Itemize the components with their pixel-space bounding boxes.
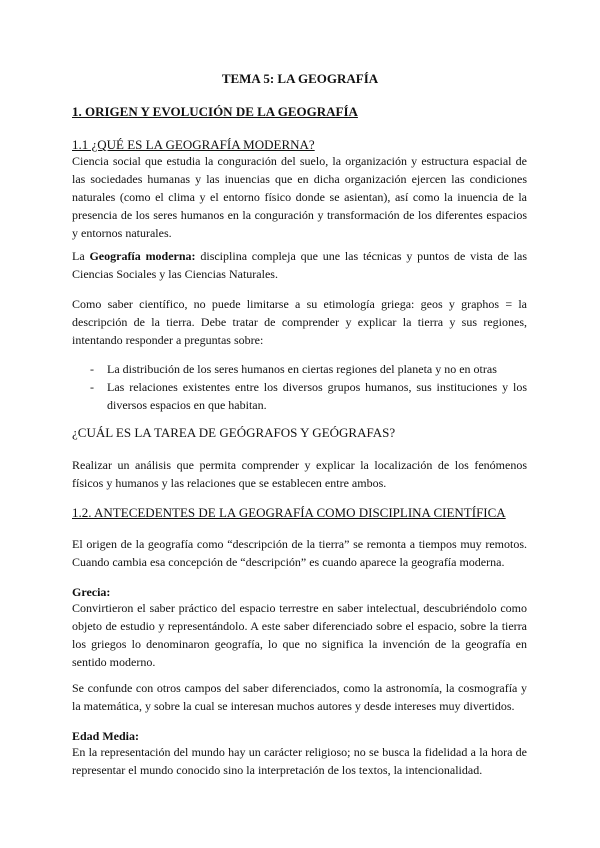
paragraph-definition: Ciencia social que estudia la conguración del suelo, la organización y estructura espacial de las sociedades humanas y las inuencias que en dicha organización ejercen las condiciones naturales (como el clima y el entorno físico donde se asientan), así como la inuencia de la presencia de los seres humanos en la conguración y transformación de los diferentes espacios y entornos naturales.	[72, 154, 527, 240]
question-heading-tarea: ¿CUÁL ES LA TAREA DE GEÓGRAFOS Y GEÓGRAFAS?	[72, 425, 396, 440]
document-title: TEMA 5: LA GEOGRAFÍA	[221, 71, 379, 86]
list-item-text: La distribución de los seres humanos en ciertas regiones del planeta y no en otras	[107, 362, 497, 376]
list-item	[72, 378, 527, 414]
paragraph-geografia-moderna	[72, 247, 527, 283]
p2-rest: disciplina compleja que une las técnicas y puntos de vista de las Ciencias Sociales y las Ciencias Naturales.	[72, 249, 527, 281]
heading-edad-media: Edad Media:	[72, 729, 140, 743]
paragraph-grecia: Convirtieron el saber práctico del espacio terrestre en saber intelectual, descubriéndolo como objeto de estudio y representándolo. A este saber diferenciado sobre el espacio, sobre la tierra los griegos lo denominaron geografía, lo que no significa la invención de la geografía en sentido moderno.	[72, 601, 527, 669]
heading-grecia: Grecia:	[72, 585, 111, 599]
subsection-heading-geografia-moderna: 1.1 ¿QUÉ ES LA GEOGRAFÍA MODERNA?	[72, 137, 315, 152]
subsection-heading-antecedentes: 1.2. ANTECEDENTES DE LA GEOGRAFÍA COMO DISCIPLINA CIENTÍFICA	[72, 505, 506, 520]
bullet-dash: -	[90, 380, 94, 394]
question-list	[72, 360, 527, 414]
paragraph-saber-cientifico: Como saber científico, no puede limitarse a su etimología griega: geos y graphos = la descripción de la tierra. Debe tratar de comprender y explicar la tierra y sus regiones, intentando responder a preguntas sobre:	[72, 297, 527, 347]
section-heading-origen: 1. ORIGEN Y EVOLUCIÓN DE LA GEOGRAFÍA	[72, 104, 358, 119]
p2-lead: La	[72, 249, 90, 263]
paragraph-edad-media: En la representación del mundo hay un carácter religioso; no se busca la fidelidad a la hora de representar el mundo conocido sino la interpretación de los textos, la intencionalidad.	[72, 745, 527, 777]
paragraph-confusion: Se confunde con otros campos del saber diferenciados, como la astronomía, la cosmografía y la matemática, y sobre la cual se interesan muchos autores y desde intereses muy divertidos.	[72, 681, 527, 713]
bullet-dash: -	[90, 362, 94, 376]
list-item-text: Las relaciones existentes entre los diversos grupos humanos, sus instituciones y los diversos espacios en que habitan.	[107, 380, 527, 412]
paragraph-origen: El origen de la geografía como “descripción de la tierra” se remonta a tiempos muy remotos. Cuando cambia esa concepción de “descripción” es cuando aparece la geografía moderna.	[72, 537, 527, 569]
list-item	[72, 360, 527, 378]
paragraph-tarea: Realizar un análisis que permita comprender y explicar la localización de los fenómenos físicos y humanos y las relaciones que se establecen entre ambos.	[72, 458, 527, 490]
term-geografia-moderna: Geografía moderna:	[89, 249, 196, 263]
